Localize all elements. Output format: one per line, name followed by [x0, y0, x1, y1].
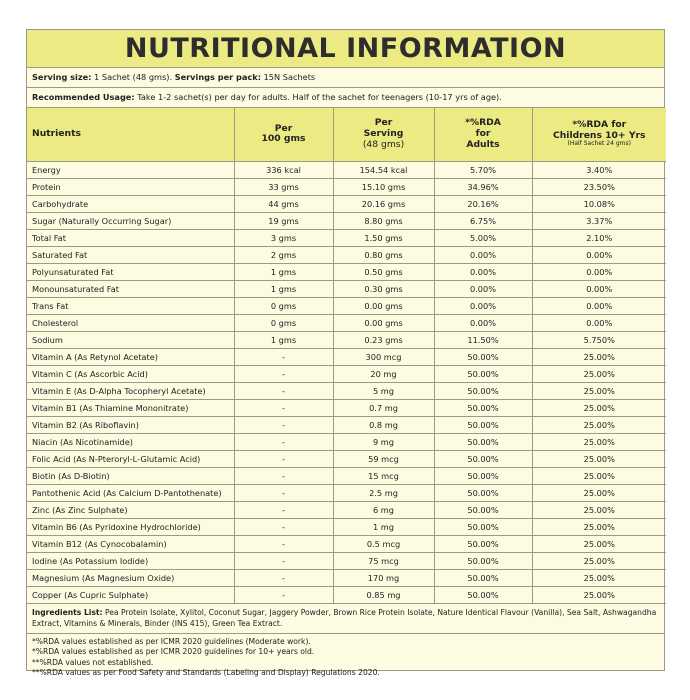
servings-per-pack-value: 15N Sachets — [261, 72, 316, 82]
per-serving-value: 2.5 mg — [333, 484, 434, 501]
per-100-value: - — [234, 433, 333, 450]
rda-child-value: 25.00% — [532, 552, 666, 569]
rda-child-value: 0.00% — [532, 280, 666, 297]
per-100-value: - — [234, 399, 333, 416]
ingredients-label: Ingredients List: — [32, 607, 103, 617]
table-row — [27, 161, 666, 178]
header-per-serving: Per Serving (48 gms) — [333, 108, 434, 161]
rda-child-value: 10.08% — [532, 195, 666, 212]
per-100-value: 19 gms — [234, 212, 333, 229]
rda-adult-value: 11.50% — [434, 331, 532, 348]
per-serving-value: 0.5 mcg — [333, 535, 434, 552]
per-100-value: 336 kcal — [234, 161, 333, 178]
rda-child-value: 0.00% — [532, 314, 666, 331]
nutrient-name: Vitamin B6 (As Pyridoxine Hydrochloride) — [27, 518, 234, 535]
header-rda-adults: *%RDA for Adults — [434, 108, 532, 161]
table-row — [27, 280, 666, 297]
rda-child-value: 25.00% — [532, 501, 666, 518]
usage-info — [27, 88, 664, 108]
table-row — [27, 229, 666, 246]
table-row — [27, 416, 666, 433]
nutrient-name: Monounsaturated Fat — [27, 280, 234, 297]
per-100-value: 3 gms — [234, 229, 333, 246]
nutrient-name: Vitamin C (As Ascorbic Acid) — [27, 365, 234, 382]
nutrient-name: Vitamin E (As D-Alpha Tocopheryl Acetate) — [27, 382, 234, 399]
per-serving-value: 0.00 gms — [333, 314, 434, 331]
ingredients-value: Pea Protein Isolate, Xylitol, Coconut Sugar, Jaggery Powder, Brown Rice Protein Isolate, Nature Identical Flavour (Vanilla), Sea Salt, Ashwagandha Extract, Vitamins & Minerals, Binder (INS 415), Green Tea Extract. — [32, 607, 657, 628]
footnote: *%RDA values established as per ICMR 2020 guidelines (Moderate work). — [32, 636, 311, 646]
nutrition-table — [27, 108, 666, 604]
rda-adult-value: 0.00% — [434, 280, 532, 297]
per-serving-value: 0.30 gms — [333, 280, 434, 297]
rda-adult-value: 50.00% — [434, 535, 532, 552]
nutrient-name: Vitamin B1 (As Thiamine Mononitrate) — [27, 399, 234, 416]
nutrient-name: Trans Fat — [27, 297, 234, 314]
rda-child-value: 23.50% — [532, 178, 666, 195]
rda-adult-value: 50.00% — [434, 416, 532, 433]
nutrient-name: Carbohydrate — [27, 195, 234, 212]
per-100-value: - — [234, 518, 333, 535]
rda-adult-value: 0.00% — [434, 246, 532, 263]
rda-adult-value: 0.00% — [434, 297, 532, 314]
per-100-value: - — [234, 586, 333, 603]
per-100-value: 2 gms — [234, 246, 333, 263]
nutrient-name: Cholesterol — [27, 314, 234, 331]
ingredients-list — [27, 604, 664, 634]
rda-child-value: 25.00% — [532, 467, 666, 484]
per-serving-value: 0.85 mg — [333, 586, 434, 603]
footnotes — [27, 634, 664, 682]
per-serving-value: 6 mg — [333, 501, 434, 518]
rda-child-value: 25.00% — [532, 433, 666, 450]
per-100-value: - — [234, 484, 333, 501]
nutrient-name: Niacin (As Nicotinamide) — [27, 433, 234, 450]
per-serving-value: 0.80 gms — [333, 246, 434, 263]
per-100-value: - — [234, 365, 333, 382]
per-100-value: 0 gms — [234, 314, 333, 331]
table-row — [27, 450, 666, 467]
rda-child-value: 0.00% — [532, 263, 666, 280]
rda-child-value: 0.00% — [532, 246, 666, 263]
rda-adult-value: 50.00% — [434, 450, 532, 467]
nutrient-name: Magnesium (As Magnesium Oxide) — [27, 569, 234, 586]
nutrient-name: Energy — [27, 161, 234, 178]
serving-size-label: Serving size: — [32, 72, 92, 82]
rda-adult-value: 0.00% — [434, 263, 532, 280]
table-row — [27, 212, 666, 229]
nutrient-name: Protein — [27, 178, 234, 195]
page-title: NUTRITIONAL INFORMATION — [27, 30, 664, 68]
rda-child-value: 3.40% — [532, 161, 666, 178]
per-serving-value: 0.8 mg — [333, 416, 434, 433]
per-serving-value: 8.80 gms — [333, 212, 434, 229]
rda-adult-value: 20.16% — [434, 195, 532, 212]
rda-adult-value: 50.00% — [434, 569, 532, 586]
table-row — [27, 467, 666, 484]
table-row — [27, 178, 666, 195]
per-100-value: - — [234, 535, 333, 552]
rda-adult-value: 50.00% — [434, 552, 532, 569]
usage-label: Recommended Usage: — [32, 92, 135, 102]
per-serving-value: 1.50 gms — [333, 229, 434, 246]
header-nutrients: Nutrients — [27, 108, 234, 161]
nutrient-name: Total Fat — [27, 229, 234, 246]
per-100-value: - — [234, 382, 333, 399]
per-100-value: 1 gms — [234, 280, 333, 297]
rda-child-value: 25.00% — [532, 416, 666, 433]
rda-child-value: 25.00% — [532, 365, 666, 382]
per-serving-value: 9 mg — [333, 433, 434, 450]
rda-adult-value: 0.00% — [434, 314, 532, 331]
per-serving-value: 0.23 gms — [333, 331, 434, 348]
rda-child-value: 25.00% — [532, 569, 666, 586]
nutrient-name: Pantothenic Acid (As Calcium D-Pantothenate) — [27, 484, 234, 501]
table-row — [27, 586, 666, 603]
rda-adult-value: 34.96% — [434, 178, 532, 195]
nutrient-name: Zinc (As Zinc Sulphate) — [27, 501, 234, 518]
rda-child-value: 25.00% — [532, 348, 666, 365]
rda-adult-value: 50.00% — [434, 348, 532, 365]
per-serving-value: 5 mg — [333, 382, 434, 399]
table-row — [27, 433, 666, 450]
nutrient-name: Biotin (As D-Biotin) — [27, 467, 234, 484]
header-per-100: Per 100 gms — [234, 108, 333, 161]
per-serving-value: 0.00 gms — [333, 297, 434, 314]
per-100-value: 44 gms — [234, 195, 333, 212]
per-serving-value: 15.10 gms — [333, 178, 434, 195]
per-serving-value: 0.50 gms — [333, 263, 434, 280]
per-100-value: - — [234, 467, 333, 484]
table-row — [27, 501, 666, 518]
table-row — [27, 535, 666, 552]
per-100-value: 1 gms — [234, 263, 333, 280]
per-serving-value: 154.54 kcal — [333, 161, 434, 178]
per-serving-value: 15 mcg — [333, 467, 434, 484]
table-row — [27, 263, 666, 280]
per-100-value: 33 gms — [234, 178, 333, 195]
table-row — [27, 297, 666, 314]
table-row — [27, 484, 666, 501]
per-serving-value: 1 mg — [333, 518, 434, 535]
nutrient-name: Vitamin A (As Retynol Acetate) — [27, 348, 234, 365]
per-100-value: - — [234, 450, 333, 467]
rda-adult-value: 50.00% — [434, 518, 532, 535]
rda-adult-value: 5.00% — [434, 229, 532, 246]
per-serving-value: 0.7 mg — [333, 399, 434, 416]
table-row — [27, 314, 666, 331]
rda-child-value: 2.10% — [532, 229, 666, 246]
nutrient-name: Iodine (As Potassium Iodide) — [27, 552, 234, 569]
rda-adult-value: 50.00% — [434, 586, 532, 603]
per-100-value: 1 gms — [234, 331, 333, 348]
footnote: **%RDA values not established. — [32, 657, 154, 667]
rda-adult-value: 50.00% — [434, 365, 532, 382]
rda-child-value: 25.00% — [532, 518, 666, 535]
rda-adult-value: 50.00% — [434, 399, 532, 416]
table-row — [27, 331, 666, 348]
table-row — [27, 382, 666, 399]
usage-value: Take 1-2 sachet(s) per day for adults. Half of the sachet for teenagers (10-17 yrs of age). — [134, 92, 502, 102]
rda-child-value: 25.00% — [532, 586, 666, 603]
nutrient-name: Sodium — [27, 331, 234, 348]
rda-adult-value: 5.70% — [434, 161, 532, 178]
table-row — [27, 195, 666, 212]
table-row — [27, 348, 666, 365]
serving-size-value: 1 Sachet (48 gms). — [91, 72, 175, 82]
per-100-value: - — [234, 416, 333, 433]
rda-adult-value: 50.00% — [434, 501, 532, 518]
table-row — [27, 552, 666, 569]
nutrient-name: Vitamin B12 (As Cynocobalamin) — [27, 535, 234, 552]
rda-child-value: 25.00% — [532, 535, 666, 552]
per-100-value: - — [234, 552, 333, 569]
per-serving-value: 75 mcg — [333, 552, 434, 569]
rda-adult-value: 50.00% — [434, 382, 532, 399]
rda-child-value: 0.00% — [532, 297, 666, 314]
nutrient-name: Saturated Fat — [27, 246, 234, 263]
nutrient-name: Sugar (Naturally Occurring Sugar) — [27, 212, 234, 229]
table-row — [27, 518, 666, 535]
table-row — [27, 569, 666, 586]
per-serving-value: 300 mcg — [333, 348, 434, 365]
table-row — [27, 399, 666, 416]
per-100-value: - — [234, 501, 333, 518]
serving-info — [27, 68, 664, 88]
rda-adult-value: 50.00% — [434, 484, 532, 501]
table-header-row — [27, 108, 666, 161]
rda-child-value: 25.00% — [532, 382, 666, 399]
per-serving-value: 170 mg — [333, 569, 434, 586]
rda-child-value: 25.00% — [532, 399, 666, 416]
table-row — [27, 365, 666, 382]
rda-child-value: 25.00% — [532, 450, 666, 467]
rda-child-value: 25.00% — [532, 484, 666, 501]
nutrient-name: Vitamin B2 (As Riboflavin) — [27, 416, 234, 433]
nutrition-panel — [26, 29, 665, 677]
per-100-value: - — [234, 569, 333, 586]
rda-adult-value: 50.00% — [434, 433, 532, 450]
footnote: **%RDA values as per Food Safety and Standards (Labeling and Display) Regulations 2020. — [32, 668, 380, 677]
rda-child-value: 3.37% — [532, 212, 666, 229]
footnote: *%RDA values established as per ICMR 2020 guidelines for 10+ years old. — [32, 647, 315, 656]
per-serving-value: 20 mg — [333, 365, 434, 382]
nutrient-name: Copper (As Cupric Sulphate) — [27, 586, 234, 603]
rda-adult-value: 50.00% — [434, 467, 532, 484]
per-serving-value: 59 mcg — [333, 450, 434, 467]
nutrient-name: Folic Acid (As N-Pteroryl-L-Glutamic Acid) — [27, 450, 234, 467]
header-rda-children: *%RDA for Childrens 10+ Yrs (Half Sachet 24 gms) — [532, 108, 666, 161]
per-serving-value: 20.16 gms — [333, 195, 434, 212]
rda-child-value: 5.750% — [532, 331, 666, 348]
nutrient-name: Polyunsaturated Fat — [27, 263, 234, 280]
per-100-value: - — [234, 348, 333, 365]
table-row — [27, 246, 666, 263]
rda-adult-value: 6.75% — [434, 212, 532, 229]
servings-per-pack-label: Servings per pack: — [174, 72, 261, 82]
per-100-value: 0 gms — [234, 297, 333, 314]
